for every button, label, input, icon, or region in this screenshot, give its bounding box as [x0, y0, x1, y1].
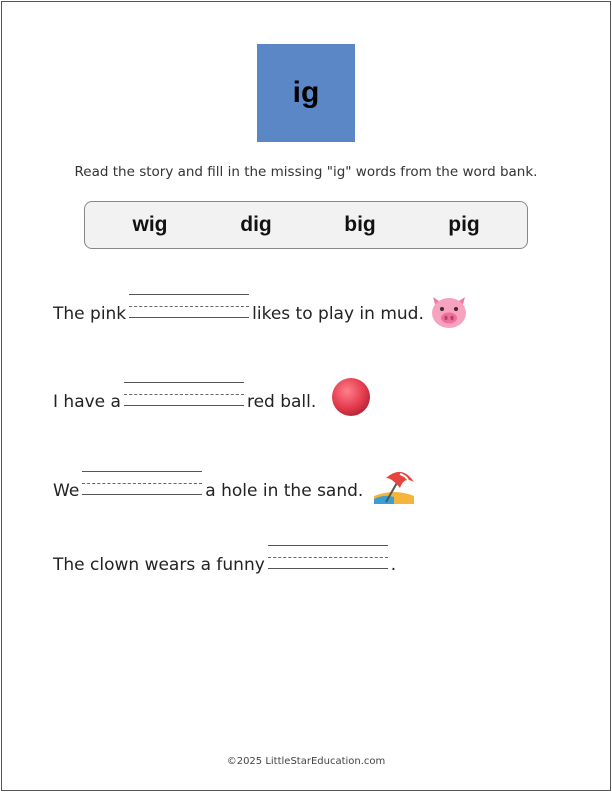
- sentence-3: [53, 471, 363, 511]
- sentence-text-after: likes to play in mud.: [252, 304, 424, 324]
- sentence-text-before: I have a: [53, 392, 121, 412]
- word-bank-item: wig: [132, 213, 168, 236]
- sentence-1: [53, 294, 424, 334]
- red-ball-icon: [330, 376, 372, 418]
- pig-face-icon: [428, 291, 470, 331]
- word-bank-item: pig: [448, 213, 480, 236]
- answer-blank[interactable]: [129, 294, 249, 334]
- word-bank: [84, 201, 528, 249]
- word-bank-item: dig: [240, 213, 272, 236]
- answer-blank[interactable]: [82, 471, 202, 511]
- sentence-text-after: .: [390, 555, 397, 575]
- word-bank-item: big: [344, 213, 376, 236]
- beach-umbrella-icon: [372, 466, 416, 506]
- sentence-text-after: red ball.: [246, 392, 317, 412]
- sentence-4: [53, 545, 396, 585]
- sentence-text-before: The pink: [53, 304, 127, 324]
- copyright-footer: ©2025 LittleStarEducation.com: [226, 756, 386, 767]
- sentence-text-after: a hole in the sand.: [205, 481, 364, 501]
- answer-blank[interactable]: [268, 545, 388, 585]
- sentence-2: [53, 382, 316, 422]
- sentence-text-before: We: [53, 481, 80, 501]
- title-box: [257, 44, 355, 142]
- answer-blank[interactable]: [124, 382, 244, 422]
- instructions-text: Read the story and fill in the missing "ig" words from the word bank.: [74, 164, 538, 180]
- page-title: ig: [292, 76, 320, 109]
- sentence-text-before: The clown wears a funny: [53, 555, 265, 575]
